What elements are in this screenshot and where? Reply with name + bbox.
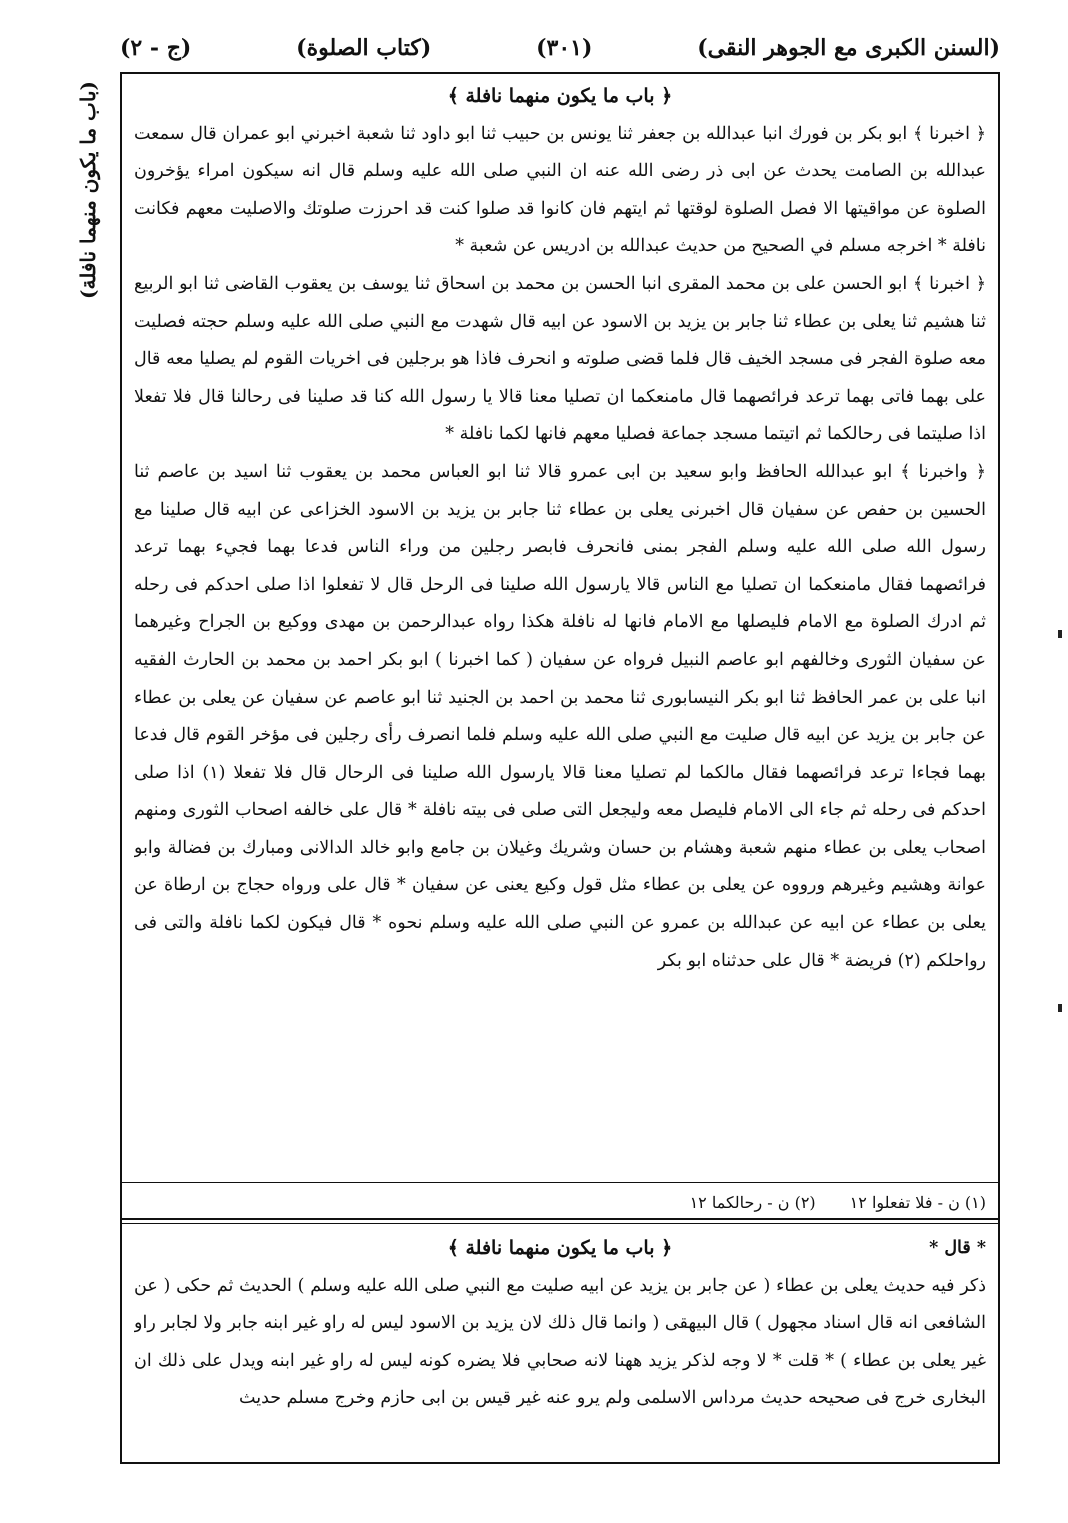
- footnotes: [136, 1186, 986, 1218]
- scan-margin-mark: [1058, 630, 1062, 638]
- footnote-divider: [122, 1182, 998, 1183]
- book-title: (السنن الكبرى مع الجوهر النقى): [697, 35, 1000, 61]
- hadith-paragraph: ﴿ اخبرنا ﴾ ابو الحسن على بن محمد المقرى انبا الحسن بن محمد بن اسحاق ثنا يوسف بن يعقوب القاضى ثنا ابو الربيع ثنا هشيم ثنا يعلى بن عطاء ثنا جابر بن يزيد بن الاسود عن ابيه قال شهدت مع النبي صلى الله عليه وسلم حجته فصليت معه صلوة الفجر فى مسجد الخيف قال فلما قضى صلوته و انحرف فاذا هو برجلين فى اخريات القوم لم يصليا معه قال على بهما فاتى بهما ترعد فرائصهما قال مامنعكما ان تصليا معنا قالا يا رسول الله كنا قد صلينا فى رحالنا قال فلا تفعلا اذا صليتما فى رحالكما ثم اتيتما مسجد جماعة فصليا معهم فانها لكما نافلة *: [134, 273, 986, 445]
- hadith-paragraph: ﴿ اخبرنا ﴾ ابو بكر بن فورك انبا عبدالله بن جعفر ثنا يونس بن حبيب ثنا ابو داود ثنا شعبة اخبرني ابو عمران قال سمعت عبدالله بن الصامت يحدث عن ابى ذر رضى الله عنه ان النبي صلى الله عليه وسلم قال انه سيكون امراء يؤخرون الصلوة عن مواقيتها الا فصل الصلوة لوقتها ثم ايتهم فان كانوا قد صلوا كنت قد احرزت صلوتك والاصليت معهم فكانت نافلة * اخرجه مسلم في الصحيح من حديث عبدالله بن ادريس عن شعبة *: [134, 123, 986, 257]
- side-title-text: (باب ما يكون منهما نافلة): [76, 81, 101, 299]
- section-title: (كتاب الصلوة): [296, 35, 432, 61]
- scan-margin-mark: [1058, 1004, 1062, 1012]
- commentary-header: [134, 1230, 986, 1268]
- running-head: [120, 28, 1000, 68]
- commentary-section: [134, 1230, 986, 1460]
- main-text: [134, 78, 986, 1178]
- footnote: (١) ن - فلا تفعلوا ١٢: [849, 1192, 986, 1212]
- section-divider-inner: [122, 1223, 998, 1224]
- chapter-title: ﴿ باب ما يكون منهما نافلة ﴾: [447, 85, 673, 107]
- footnote: (٢) ن - رحالكما ١٢: [689, 1192, 816, 1212]
- page-number: (٣٠١): [536, 35, 593, 61]
- volume-number: (ج - ٢): [120, 35, 192, 61]
- commentary-qala: * قال *: [929, 1238, 986, 1258]
- page-frame: [120, 72, 1000, 1464]
- hadith-paragraph: ﴿ واخبرنا ﴾ ابو عبدالله الحافظ وابو سعيد بن ابى عمرو قالا ثنا ابو العباس محمد بن يعقوب ثنا اسيد بن عاصم ثنا الحسين بن حفص عن سفيان قال اخبرنى يعلى بن عطاء ثنا جابر بن يزيد بن الاسود الخزاعى عن ابيه قال صلينا مع رسول الله صلى الله عليه وسلم الفجر بمنى فانحرف فابصر رجلين من وراء الناس فدعا بهما فجيء بهما ترعد فرائصهما فقال مامنعكما ان تصليا مع الناس قالا يارسول الله صلينا فى الرحل قال لا تفعلوا اذا صلى احدكم فى رحله ثم ادرك الصلوة مع الامام فليصلها مع الامام فانها له نافلة هكذا رواه عبدالرحمن بن مهدى ووكيع بن الجراح وغيرهما عن سفيان الثورى وخالفهم ابو عاصم النبيل فرواه عن سفيان ( كما اخبرنا ) ابو بكر احمد بن محمد بن الحارث الفقيه انبا على بن عمر الحافظ ثنا ابو بكر النيسابورى ثنا محمد بن احمد بن الجنيد ثنا ابو عاصم عن سفيان عن يعلى بن عطاء عن جابر بن يزيد عن ابيه قال صليت مع النبي صلى الله عليه وسلم فلما انصرف رأى رجلين فى مؤخر القوم قال فدعا بهما فجاءا ترعد فرائصهما فقال مالكما لم تصليا معنا قالا يارسول الله صلينا فى الرحال قال فلا تفعلا (١) اذا صلى احدكم فى رحله ثم جاء الى الامام فليصل معه وليجعل التى صلى فى بيته نافلة * قال على خالفه اصحاب الثورى ومنهم اصحاب يعلى بن عطاء منهم شعبة وهشام بن حسان وشريك وغيلان بن جامع وابو خالد الدالانى ومبارك بن فضالة وابو عوانة وهشيم وغيرهم ورووه عن يعلى بن عطاء مثل قول وكيع يعنى عن سفيان * قال على ورواه حجاج بن ارطاة عن يعلى بن عطاء عن ابيه عن عبدالله بن عمرو عن النبي صلى الله عليه وسلم نحوه * قال فيكون لكما نافلة والتى فى رواحلكم (٢) فريضة * قال على حدثناه ابو بكر: [134, 461, 986, 971]
- commentary-text: ذكر فيه حديث يعلى بن عطاء ( عن جابر بن يزيد عن ابيه صليت مع النبي صلى الله عليه وسلم ) الحديث ثم حكى ( عن الشافعى انه قال اسناد مجهول ) قال البيهقى ( وانما قال ذلك لان يزيد بن الاسود ليس له راو غير ابنه جابر ولا لجابر راو غير يعلى بن عطاء ) * قلت * لا وجه لذكر يزيد ههنا لانه صحابي فلا يضره كونه ليس له راو غير ابنه ويدل على ذلك ان البخارى خرج فى صحيحه حديث مرداس الاسلمى ولم يرو عنه غير قيس بن ابى حازم وخرج مسلم حديث: [134, 1275, 986, 1409]
- commentary-title: ﴿ باب ما يكون منهما نافلة ﴾: [447, 1237, 673, 1259]
- section-divider: [122, 1218, 998, 1220]
- side-title: [58, 60, 118, 320]
